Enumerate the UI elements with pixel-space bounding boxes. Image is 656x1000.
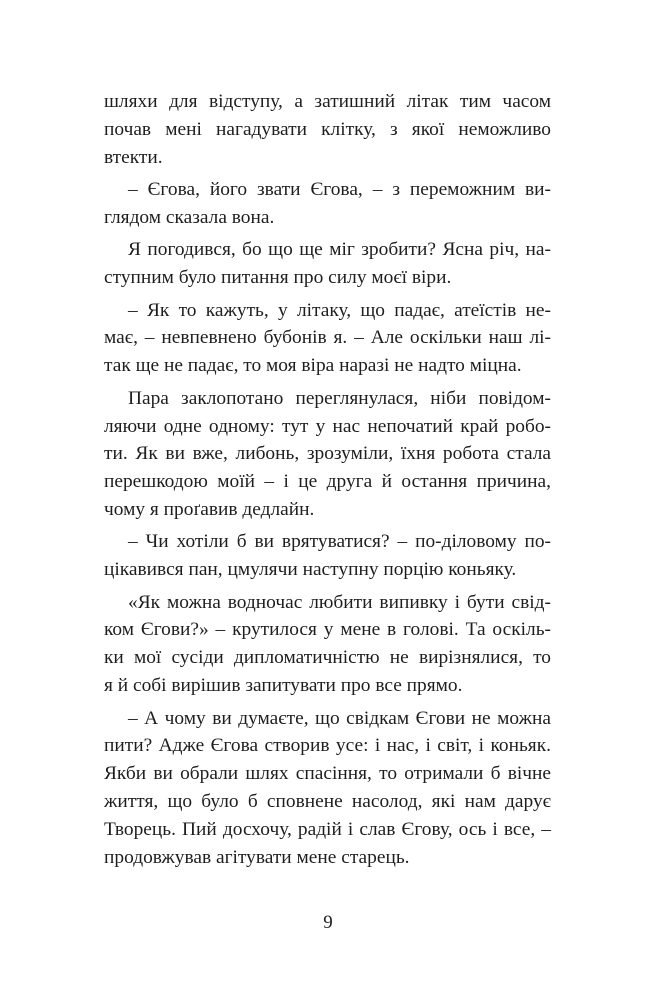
text-line: Пара заклопотано переглянулася, ніби повідом- <box>128 387 551 409</box>
text-line: Творець. Пий досхочу, радій і слав Єгову, ось і все, – <box>104 818 551 840</box>
paragraph <box>104 297 551 380</box>
paragraph <box>104 705 551 872</box>
text-line: Я погодився, бо що ще міг зробити? Ясна річ, на- <box>128 239 551 261</box>
paragraph <box>104 589 551 700</box>
text-line: шляхи для відступу, а затишний літак тим часом <box>104 91 551 112</box>
text-line: перешкодою моїй – і це друга й остання причина, <box>104 471 551 493</box>
text-line: почав мені нагадувати клітку, з якої неможливо <box>104 118 551 140</box>
text-line: я й собі вирішив запитувати про все прямо. <box>104 675 463 697</box>
text-line: ступним було питання про силу моєї віри. <box>104 267 452 289</box>
text-line: – Чи хотіли б ви врятуватися? – по-діловому по- <box>128 531 551 553</box>
text-line: ки мої сусіди дипломатичністю не вирізнялися, то <box>104 647 551 669</box>
text-line: життя, що було б сповнене насолод, які нам дарує <box>104 790 551 812</box>
page-number: 9 <box>323 912 333 933</box>
text-line: – Як то кажуть, у літаку, що падає, атеїстів не- <box>128 299 551 321</box>
text-line: ляючи одне одному: тут у нас непочатий край робо- <box>104 415 551 437</box>
paragraph <box>104 176 551 232</box>
text-line: глядом сказала вона. <box>104 206 275 228</box>
text-line: чому я проґавив дедлайн. <box>104 498 315 520</box>
text-line: «Як можна водночас любити випивку і бути свід- <box>128 591 551 613</box>
paragraph <box>104 88 551 171</box>
text-line: ком Єгови?» – крутилося у мене в голові. Та оскіль- <box>104 619 551 641</box>
text-line: – А чому ви думаєте, що свідкам Єгови не можна <box>128 707 551 729</box>
paragraph <box>104 385 551 524</box>
text-line: – Єгова, його звати Єгова, – з переможним ви- <box>128 179 551 201</box>
paragraph <box>104 236 551 292</box>
text-line: продовжував агітувати мене старець. <box>104 846 410 868</box>
text-line: має, – невпевнено бубонів я. – Але оскільки наш лі- <box>104 327 551 349</box>
text-line: пити? Адже Єгова створив усе: і нас, і світ, і коньяк. <box>104 735 551 757</box>
text-line: цікавився пан, цмулячи наступну порцію коньяку. <box>104 559 517 581</box>
text-line: ти. Як ви вже, либонь, зрозуміли, їхня робота стала <box>104 443 551 465</box>
text-line: так ще не падає, то моя віра наразі не надто міцна. <box>104 355 522 377</box>
text-line: Якби ви обрали шлях спасіння, то отримали б вічне <box>104 763 551 785</box>
body-text <box>104 88 551 871</box>
text-line: втекти. <box>104 146 163 168</box>
paragraph <box>104 528 551 584</box>
